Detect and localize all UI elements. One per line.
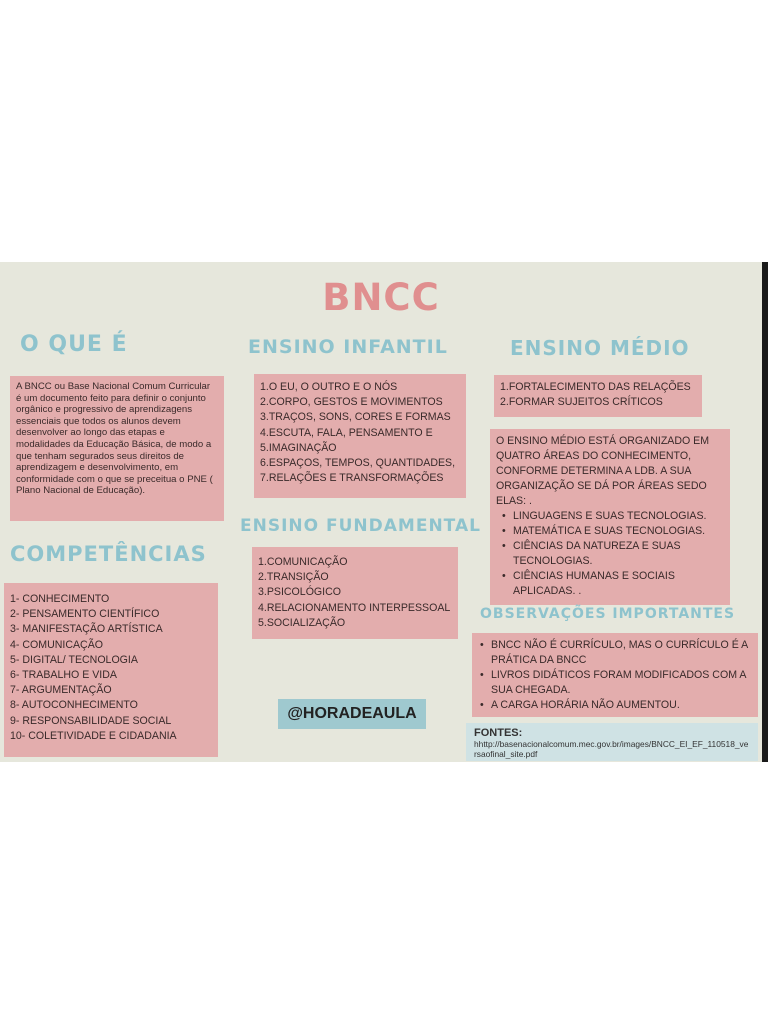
area-item: • MATEMÁTICA E SUAS TECNOLOGIAS. [513,524,724,539]
competencia-item: 10- COLETIVIDADE E CIDADANIA [10,729,177,742]
competencia-item: 1- CONHECIMENTO [10,593,110,605]
competencias-box [4,583,218,757]
observacoes-list [478,638,752,713]
infantil-item: 5.IMAGINAÇÃO [260,441,337,454]
ensino-medio-box [494,375,702,417]
poster-title: BNCC [322,276,440,319]
fundamental-item: 3.PSICOLÓGICO [258,586,342,599]
observacoes-box [472,633,758,717]
competencia-item: 2- PENSAMENTO CIENTÍFICO [10,608,160,621]
heading-competencias: COMPETÊNCIAS [10,542,207,566]
heading-o-que-e: O QUE É [20,332,128,357]
fontes-box [466,723,758,761]
competencia-item: 8- AUTOCONHECIMENTO [10,699,138,712]
observacao-item: • BNCC NÃO É CURRÍCULO, MAS O CURRÍCULO É A PRÁTICA DA BNCC [491,638,752,668]
infantil-item: 1.O EU, O OUTRO E O NÓS [260,381,398,393]
o-que-e-text: A BNCC ou Base Nacional Comum Curricular é um documento feito para definir o conjunto orgânico e progressivo de aprendizagens essenciais que todos os alunos devem desenvolver ao longo das etapas e modalidades da Educação Básica, de modo a que tenham segurados seus direitos de aprendizagem e desenvolvimento, em conformidade com o que se preceitua o PNE ( Plano Nacional de Educação). [16,381,213,497]
competencia-item: 9- RESPONSABILIDADE SOCIAL [10,714,172,727]
competencia-item: 6- TRABALHO E VIDA [10,669,117,682]
fundamental-item: 4.RELACIONAMENTO INTERPESSOAL [258,601,451,614]
competencias-list [10,592,218,744]
infantil-item: 4.ESCUTA, FALA, PENSAMENTO E [260,426,433,439]
areas-list [496,509,724,599]
competencia-item: 3- MANIFESTAÇÃO ARTÍSTICA [10,623,163,636]
ensino-medio-list [500,380,702,410]
ensino-fundamental-box [252,547,458,639]
infantil-item: 7.RELAÇÕES E TRANSFORMAÇÕES [260,472,444,485]
image-edge [762,262,768,762]
fundamental-item: 1.COMUNICAÇÃO [258,556,348,568]
ensino-infantil-list [260,380,466,486]
heading-ensino-infantil: ENSINO INFANTIL [248,336,448,358]
competencia-item: 4- COMUNICAÇÃO [10,638,103,651]
heading-observacoes: OBSERVAÇÕES IMPORTANTES [480,606,736,622]
infantil-item: 6.ESPAÇOS, TEMPOS, QUANTIDADES, [260,457,456,470]
o-que-e-box [10,376,224,521]
fundamental-item: 5.SOCIALIZAÇÃO [258,616,346,629]
competencia-item: 7- ARGUMENTAÇÃO [10,684,112,697]
competencia-item: 5- DIGITAL/ TECNOLOGIA [10,653,138,666]
infantil-item: 2.CORPO, GESTOS E MOVIMENTOS [260,396,443,409]
ensino-medio-organizacao-box [490,429,730,605]
area-item: • LINGUAGENS E SUAS TECNOLOGIAS. [513,509,724,524]
ensino-fundamental-list [258,555,458,631]
heading-ensino-medio: ENSINO MÉDIO [510,336,690,360]
fundamental-item: 2.TRANSIÇÃO [258,571,329,584]
area-item: • CIÊNCIAS DA NATUREZA E SUAS TECNOLOGIAS. [513,539,724,569]
area-item: • CIÊNCIAS HUMANAS E SOCIAIS APLICADAS. . [513,569,724,599]
infantil-item: 3.TRAÇOS, SONS, CORES E FORMAS [260,411,451,424]
medio-item: 2.FORMAR SUJEITOS CRÍTICOS [500,396,663,409]
heading-ensino-fundamental: ENSINO FUNDAMENTAL [240,516,481,536]
observacao-item: • A CARGA HORÁRIA NÃO AUMENTOU. [491,698,752,713]
ensino-infantil-box [254,374,466,498]
medio-item: 1.FORTALECIMENTO DAS RELAÇÕES [500,381,691,393]
poster [0,262,762,762]
ensino-medio-organizacao-text: O ENSINO MÉDIO ESTÁ ORGANIZADO EM QUATRO ÁREAS DO CONHECIMENTO, CONFORME DETERMINA A LDB. A SUA ORGANIZAÇÃO SE DÁ POR ÁREAS SEDO ELAS: . [496,435,710,507]
observacao-item: • LIVROS DIDÁTICOS FORAM MODIFICADOS COM A SUA CHEGADA. [491,668,752,698]
fontes-label: FONTES: [474,727,523,739]
handle-tag: @HORADEAULA [278,699,426,729]
fontes-url: hhttp://basenacionalcomum.mec.gov.br/images/BNCC_EI_EF_110518_versaofinal_site.pdf [474,739,749,759]
